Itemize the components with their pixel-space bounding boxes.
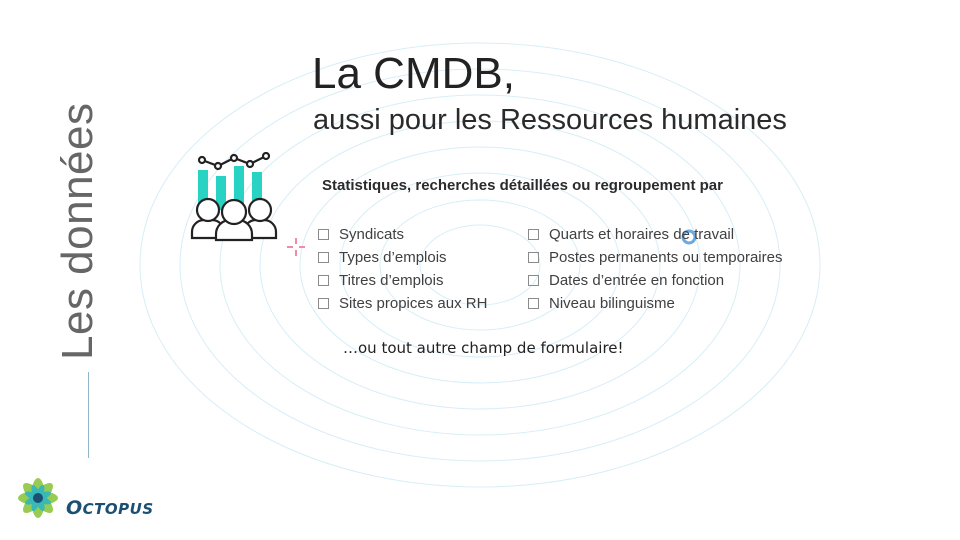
checkbox-bullet-icon [318, 298, 329, 309]
list-item: Sites propices aux RH [316, 292, 487, 315]
octopus-wordmark: OCTOPUS [66, 497, 154, 519]
checkbox-bullet-icon [528, 252, 539, 263]
octopus-logo [10, 470, 160, 528]
checkbox-bullet-icon [318, 275, 329, 286]
criteria-list-left [316, 223, 487, 315]
list-item: Quarts et horaires de travail [526, 223, 782, 246]
list-item: Types d’emplois [316, 246, 487, 269]
slide-subtitle: aussi pour les Ressources humaines [313, 104, 787, 136]
checkbox-bullet-icon [528, 298, 539, 309]
octopus-logo-icon [10, 470, 66, 526]
footnote: …ou tout autre champ de formulaire! [343, 339, 624, 357]
list-item: Dates d’entrée en fonction [526, 269, 782, 292]
plus-decoration-icon [285, 236, 307, 258]
slide-title: La CMDB, [312, 49, 515, 98]
checkbox-bullet-icon [318, 229, 329, 240]
list-item: Niveau bilinguisme [526, 292, 782, 315]
list-item: Postes permanents ou temporaires [526, 246, 782, 269]
section-title-vertical: Les données [53, 102, 102, 360]
team-statistics-icon [186, 152, 282, 244]
stats-heading: Statistiques, recherches détaillées ou regroupement par [322, 177, 723, 194]
list-item: Syndicats [316, 223, 487, 246]
list-item: Titres d’emplois [316, 269, 487, 292]
checkbox-bullet-icon [528, 229, 539, 240]
checkbox-bullet-icon [318, 252, 329, 263]
side-divider-line [88, 372, 89, 458]
checkbox-bullet-icon [528, 275, 539, 286]
criteria-list-right [526, 223, 782, 315]
